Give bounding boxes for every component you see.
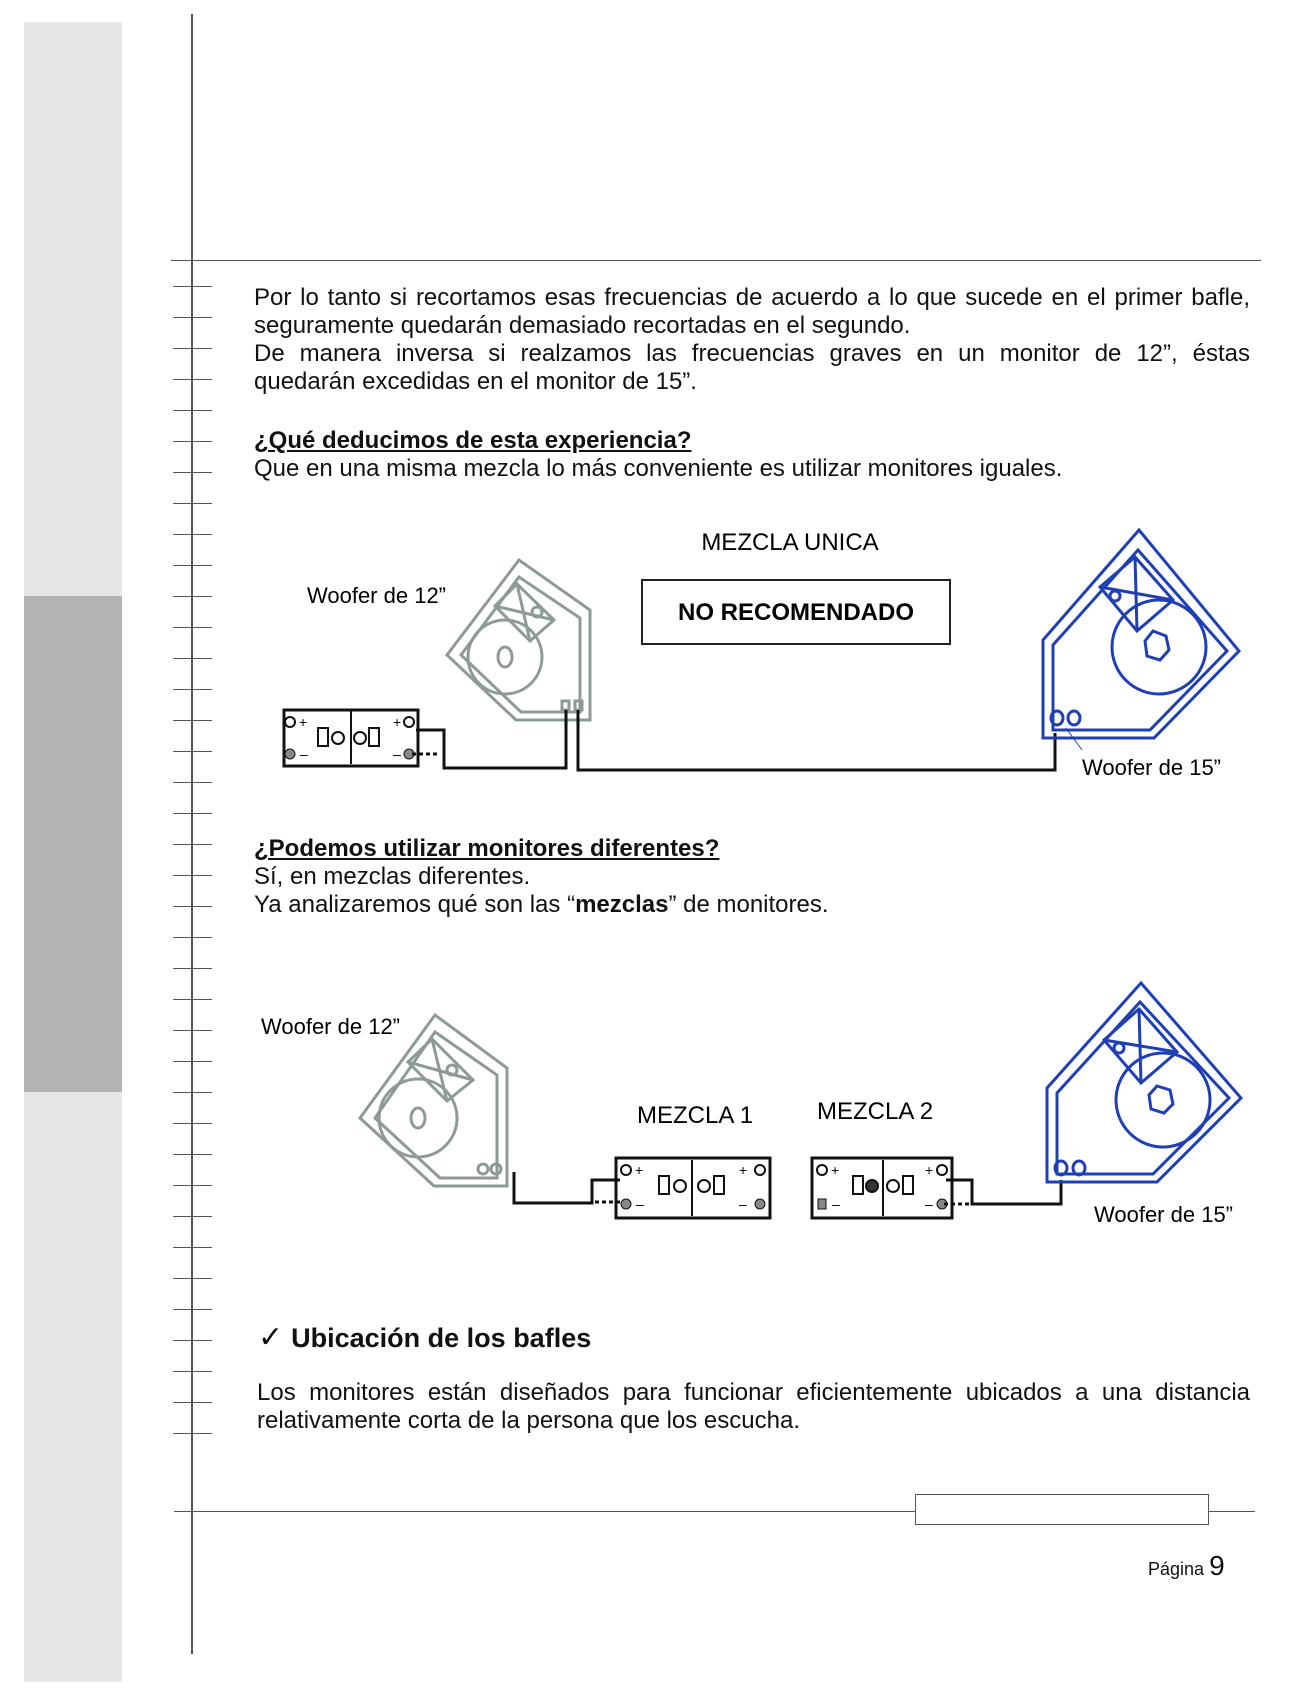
svg-text:+: + xyxy=(925,1162,934,1178)
woofer-12-label-2: Woofer de 12” xyxy=(261,1014,401,1039)
cable-lines xyxy=(412,710,1055,770)
margin-tick xyxy=(173,968,212,969)
page-label: Página xyxy=(1148,1559,1205,1579)
woofer-12-speaker-icon-2 xyxy=(360,1015,507,1186)
amplifier-mix2-icon xyxy=(812,1158,952,1218)
margin-tick xyxy=(173,441,212,442)
margin-tick xyxy=(173,906,212,907)
checkmark-icon: ✓ xyxy=(258,1321,284,1354)
mix2-label: MEZCLA 2 xyxy=(817,1098,934,1125)
svg-text:+: + xyxy=(393,714,402,730)
question-block-2 xyxy=(254,835,1250,919)
header-rule xyxy=(171,260,1261,261)
margin-tick xyxy=(173,1371,212,1372)
single-mix-diagram xyxy=(0,520,1313,820)
margin-ticks xyxy=(173,0,213,1688)
question-answer-2a: Sí, en mezclas diferentes. xyxy=(254,863,531,890)
svg-text:–: – xyxy=(636,1196,644,1212)
answer-text-bold: mezclas xyxy=(575,891,669,918)
margin-tick xyxy=(173,348,212,349)
page-number xyxy=(1148,1550,1225,1582)
woofer-12-speaker-icon xyxy=(447,560,590,720)
mix-title: MEZCLA UNICA xyxy=(701,529,879,556)
margin-tick xyxy=(173,1247,212,1248)
question-heading-2: ¿Podemos utilizar monitores diferentes? xyxy=(254,835,720,862)
not-recommended-label: NO RECOMENDADO xyxy=(677,599,915,626)
svg-text:–: – xyxy=(393,746,401,762)
question-answer-2b xyxy=(254,891,1250,919)
margin-tick xyxy=(173,1278,212,1279)
margin-tick xyxy=(173,937,212,938)
margin-tick xyxy=(173,1402,212,1403)
margin-tick xyxy=(173,1309,212,1310)
margin-tick xyxy=(173,379,212,380)
margin-tick xyxy=(173,286,212,287)
intro-sentence-1: Por lo tanto si recortamos esas frecuencias de acuerdo a lo que sucede en el primer bafle, seguramente quedarán demasiado recortadas en el segundo. xyxy=(254,284,1250,339)
mix1-label: MEZCLA 1 xyxy=(637,1102,754,1129)
footer-box xyxy=(915,1494,1209,1525)
section-body: Los monitores están diseñados para funcionar eficientemente ubicados a una distancia relativamente corta de la persona que los escucha. xyxy=(257,1379,1250,1434)
margin-tick xyxy=(173,503,212,504)
intro-sentence-2: De manera inversa si realzamos las frecuencias graves en un monitor de 12”, éstas quedarán excedidas en el monitor de 15”. xyxy=(254,340,1250,395)
intro-paragraph xyxy=(254,284,1250,396)
question-heading-1: ¿Qué deducimos de esta experiencia? xyxy=(254,427,692,454)
woofer-15-label-2: Woofer de 15” xyxy=(1094,1202,1234,1227)
section-heading-text: Ubicación de los bafles xyxy=(291,1323,592,1353)
section-heading xyxy=(258,1320,591,1355)
margin-tick xyxy=(173,1433,212,1434)
page-number-value: 9 xyxy=(1209,1550,1225,1581)
svg-text:–: – xyxy=(739,1196,747,1212)
margin-tick xyxy=(173,844,212,845)
question-answer-1: Que en una misma mezcla lo más conveniente es utilizar monitores iguales. xyxy=(254,455,1063,482)
amplifier-icon xyxy=(284,710,418,766)
woofer-12-label: Woofer de 12” xyxy=(307,583,447,608)
amplifier-mix1-icon xyxy=(616,1158,770,1218)
margin-tick xyxy=(173,875,212,876)
margin-tick xyxy=(173,317,212,318)
svg-text:–: – xyxy=(300,746,308,762)
margin-tick xyxy=(173,1340,212,1341)
svg-text:+: + xyxy=(299,714,308,730)
margin-tick xyxy=(173,410,212,411)
svg-text:+: + xyxy=(739,1162,748,1178)
svg-text:–: – xyxy=(832,1196,840,1212)
margin-tick xyxy=(173,472,212,473)
svg-text:+: + xyxy=(635,1162,644,1178)
answer-text-post: ” de monitores. xyxy=(668,891,829,918)
woofer-15-speaker-icon-2 xyxy=(1047,983,1241,1182)
woofer-15-speaker-icon xyxy=(1043,530,1239,750)
svg-text:–: – xyxy=(925,1196,933,1212)
question-block-1 xyxy=(254,427,1250,483)
separate-mix-diagram xyxy=(0,970,1313,1230)
cable-lines-2 xyxy=(514,1172,1061,1204)
svg-text:+: + xyxy=(831,1162,840,1178)
answer-text-pre: Ya analizaremos qué son las “ xyxy=(254,891,576,918)
woofer-15-label: Woofer de 15” xyxy=(1082,755,1222,780)
